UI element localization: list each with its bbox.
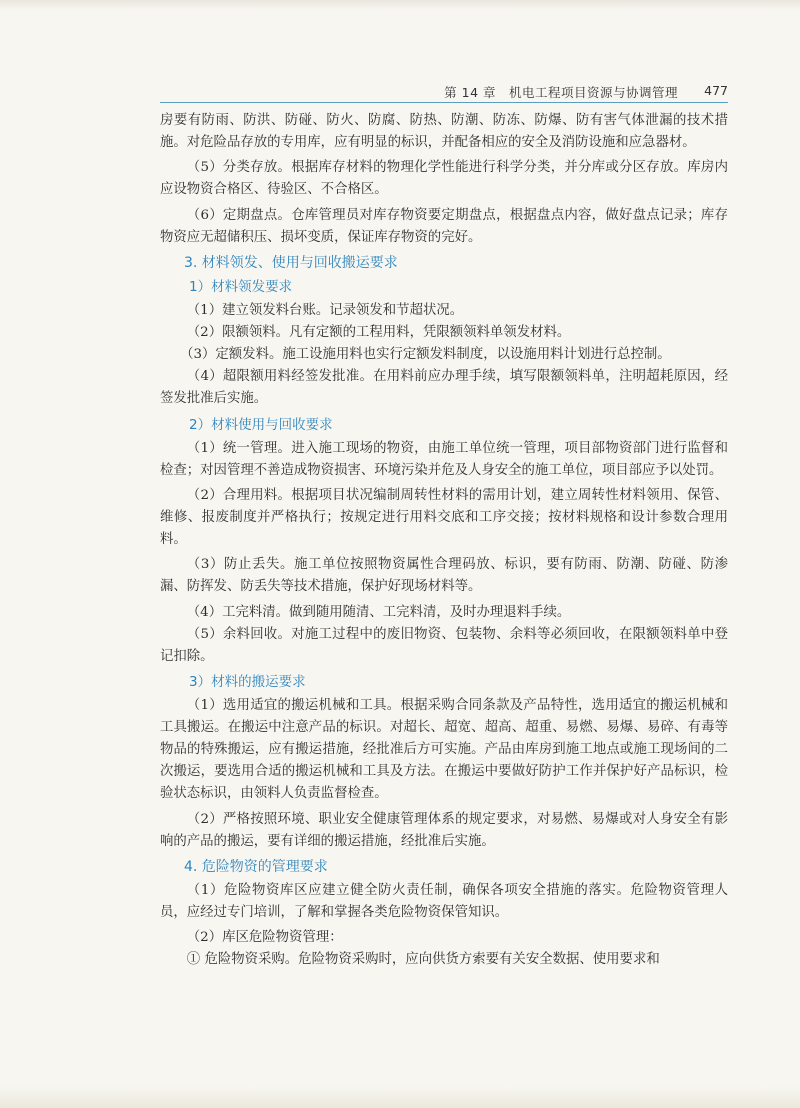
paragraph: （1）选用适宜的搬运机械和工具。根据采购合同条款及产品特性，选用适宜的搬运机械和工具搬运。在搬运中注意产品的标识。对超长、超宽、超高、超重、易燃、易爆、易碎、有毒等物品的特殊搬运，应有搬运措施，经批准后方可实施。产品由库房到施工地点或施工现场间的二次搬运，要选用合适的搬运机械和工具及方法。在搬运中要做好防护工作并保护好产品标识，检验状态标识，由领料人负责监督检查。 bbox=[160, 698, 728, 802]
paragraph: （2）严格按照环境、职业安全健康管理体系的规定要求，对易燃、易爆或对人身安全有影响的产品的搬运，要有详细的搬运措施，经批准后实施。 bbox=[160, 811, 728, 849]
paragraph: （1）建立领发料台账。记录领发和节超状况。 bbox=[186, 303, 464, 319]
paragraph: （5）余料回收。对施工过程中的废旧物资、包装物、余料等必须回收，在限额领料单中登记扣除。 bbox=[160, 626, 728, 664]
chapter-title: 第 14 章 机电工程项目资源与协调管理 bbox=[444, 85, 678, 100]
paragraph: （3）定额发料。施工设施用料也实行定额发料制度，以设施用料计划进行总控制。 bbox=[180, 347, 671, 363]
paragraph: （2）库区危险物资管理： bbox=[186, 930, 343, 946]
paragraph: （5）分类存放。根据库存材料的物理化学性能进行科学分类，并分库或分区存放。库房内应设物资合格区、待验区、不合格区。 bbox=[160, 160, 728, 198]
paragraph: 房要有防雨、防洪、防碰、防火、防腐、防热、防潮、防冻、防爆、防有害气体泄漏的技术措施。对危险品存放的专用库，应有明显的标识，并配备相应的安全及消防设施和应急器材。 bbox=[160, 113, 728, 150]
page-number: 477 bbox=[704, 83, 728, 98]
paragraph: （3）防止丢失。施工单位按照物资属性合理码放、标识，要有防雨、防潮、防碰、防渗漏、防挥发、防丢失等技术措施，保护好现场材料等。 bbox=[160, 557, 728, 595]
paragraph: （1）统一管理。进入施工现场的物资，由施工单位统一管理，项目部物资部门进行监督和检查；对因管理不善造成物资损害、环境污染并危及人身安全的施工单位，项目部应予以处罚。 bbox=[160, 440, 728, 478]
page-bottom-edge bbox=[0, 1086, 800, 1108]
paragraph: （4）工完料清。做到随用随清、工完料清，及时办理退料手续。 bbox=[186, 604, 571, 620]
subsection-heading: 1）材料领发要求 bbox=[189, 279, 293, 296]
page-top-edge bbox=[0, 0, 800, 10]
subsection-heading: 3）材料的搬运要求 bbox=[189, 674, 306, 691]
section-heading: 4. 危险物资的管理要求 bbox=[184, 858, 328, 875]
running-header bbox=[160, 80, 728, 103]
page-body bbox=[160, 110, 728, 971]
subsection-heading: 2）材料使用与回收要求 bbox=[189, 416, 333, 433]
paragraph: （1）危险物资库区应建立健全防火责任制，确保各项安全措施的落实。危险物资管理人员，应经过专门培训，了解和掌握各类危险物资保管知识。 bbox=[160, 882, 728, 920]
paragraph: ① 危险物资采购。危险物资采购时，应向供货方索要有关安全数据、使用要求和 bbox=[186, 952, 660, 968]
paragraph: （6）定期盘点。仓库管理员对库存物资要定期盘点，根据盘点内容，做好盘点记录；库存物资应无超储积压、损坏变质，保证库存物资的完好。 bbox=[160, 207, 728, 245]
paragraph: （4）超限额用料经签发批准。在用料前应办理手续，填写限额领料单，注明超耗原因，经签发批准后实施。 bbox=[160, 369, 728, 407]
paragraph: （2）限额领料。凡有定额的工程用料，凭限额领料单领发材料。 bbox=[186, 325, 571, 341]
paragraph: （2）合理用料。根据项目状况编制周转性材料的需用计划，建立周转性材料领用、保管、维修、报废制度并严格执行；按规定进行用料交底和工序交接；按材料规格和设计参数合理用料。 bbox=[160, 487, 728, 547]
section-heading: 3. 材料领发、使用与回收搬运要求 bbox=[184, 255, 398, 272]
